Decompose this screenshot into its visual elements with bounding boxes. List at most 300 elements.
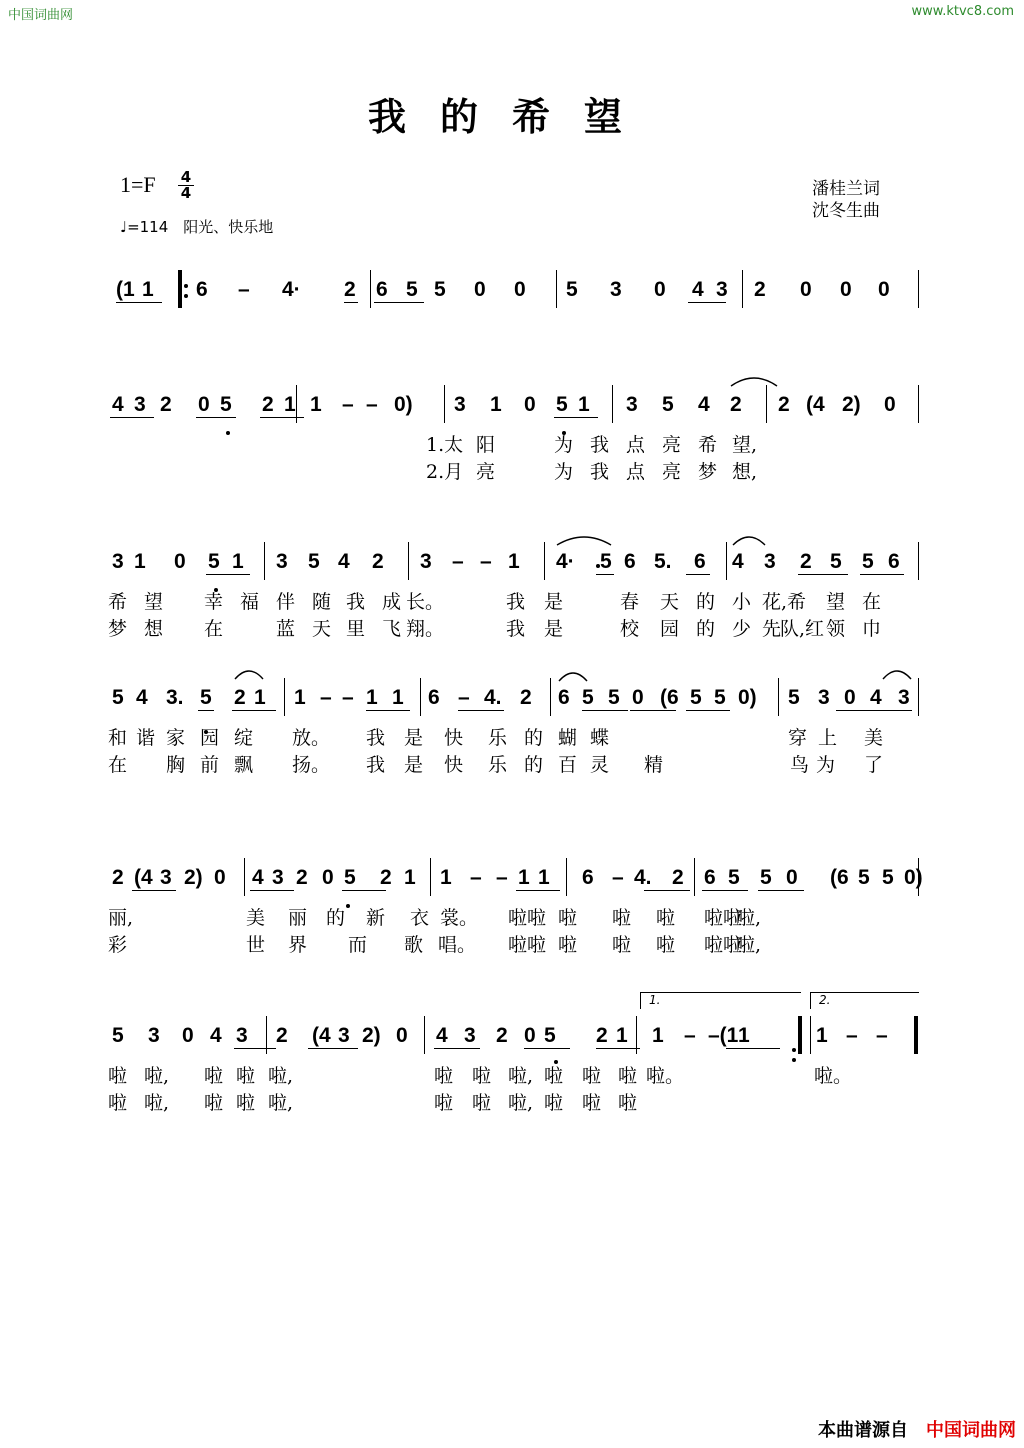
barline bbox=[766, 385, 767, 423]
beam-underline bbox=[366, 710, 410, 711]
song-title: 我的希望 bbox=[367, 94, 656, 139]
lyric-word: 唱。 bbox=[438, 934, 477, 956]
note: (4 bbox=[312, 1024, 331, 1047]
slur-path bbox=[731, 378, 777, 386]
lyric-word: 亮 bbox=[662, 461, 682, 483]
beam-underline bbox=[132, 890, 176, 891]
lyricist-credit: 潘桂兰词 bbox=[812, 179, 880, 198]
note: 3 bbox=[818, 686, 830, 709]
note: – bbox=[366, 393, 378, 416]
note: 3 bbox=[898, 686, 910, 709]
note: 5 bbox=[600, 550, 612, 573]
note: 1 bbox=[404, 866, 416, 889]
lyric-word: 飘 bbox=[234, 754, 254, 776]
note: 5. bbox=[654, 550, 672, 573]
lyric-word: 的 bbox=[696, 591, 716, 613]
watermark-right: www.ktvc8.com bbox=[911, 4, 1014, 19]
lyric-word: 里 bbox=[346, 618, 366, 640]
note: 3 bbox=[626, 393, 638, 416]
note: 4 bbox=[436, 1024, 448, 1047]
lyric-word: 花,希 bbox=[762, 591, 807, 613]
beam-underline bbox=[702, 890, 748, 891]
note: 5 bbox=[556, 393, 568, 416]
lyric-word: 校 bbox=[620, 618, 640, 640]
beam-underline bbox=[232, 710, 276, 711]
lyric-word: 快 bbox=[444, 727, 464, 749]
note: (4 bbox=[806, 393, 825, 416]
note: 5 bbox=[308, 550, 320, 573]
slur-path bbox=[557, 537, 611, 545]
note: 6 bbox=[376, 278, 388, 301]
octave-dot bbox=[792, 1048, 796, 1052]
note: 4 bbox=[870, 686, 882, 709]
note: 0) bbox=[394, 393, 413, 416]
note: 6 bbox=[582, 866, 594, 889]
note: 5 bbox=[862, 550, 874, 573]
barline bbox=[918, 270, 919, 308]
note: 0) bbox=[904, 866, 923, 889]
note: 3 bbox=[112, 550, 124, 573]
footer-source: 本曲谱源自 bbox=[818, 1420, 908, 1441]
barline bbox=[918, 678, 919, 716]
beam-underline bbox=[516, 890, 560, 891]
barline bbox=[550, 678, 551, 716]
lyric-word: 啦, bbox=[144, 1065, 170, 1087]
lyric-word: 福 bbox=[240, 591, 260, 613]
beam-underline bbox=[196, 417, 236, 418]
note: 3 bbox=[338, 1024, 350, 1047]
note: 0 bbox=[786, 866, 798, 889]
note: 2 bbox=[730, 393, 742, 416]
note: 5 bbox=[858, 866, 870, 889]
note: – bbox=[480, 550, 492, 573]
lyric-word: 啦 bbox=[544, 1092, 564, 1114]
lyric-word: 精 bbox=[644, 754, 664, 776]
lyric-word: 啦啦 bbox=[508, 934, 547, 956]
lyric-word: 和 bbox=[108, 727, 128, 749]
time-signature-top: 4 bbox=[180, 168, 192, 186]
barline bbox=[424, 1016, 425, 1054]
note: 2 bbox=[380, 866, 392, 889]
lyric-word: 放。 bbox=[292, 727, 331, 749]
lyric-word: 乐 bbox=[488, 754, 508, 776]
lyric-word: 望 bbox=[826, 591, 846, 613]
lyric-word: 望 bbox=[144, 591, 164, 613]
lyric-word: 啦 bbox=[544, 1065, 564, 1087]
lyric-word: 亮 bbox=[662, 434, 682, 456]
barline bbox=[444, 385, 445, 423]
note: (6 bbox=[830, 866, 849, 889]
key-signature: 1=F bbox=[120, 172, 156, 197]
note: 2 bbox=[112, 866, 124, 889]
barline bbox=[798, 1016, 802, 1054]
lyric-word: 上 bbox=[818, 727, 838, 749]
beam-underline bbox=[686, 710, 730, 711]
note: 0 bbox=[632, 686, 644, 709]
volta-label: 2. bbox=[819, 993, 831, 1007]
note: 6 bbox=[196, 278, 208, 301]
lyric-word: 美 bbox=[246, 907, 266, 929]
lyric-word: 啦 bbox=[236, 1092, 256, 1114]
note: 0 bbox=[198, 393, 210, 416]
note: 1 bbox=[366, 686, 378, 709]
lyric-word: 小 bbox=[732, 591, 752, 613]
note: 5 bbox=[690, 686, 702, 709]
lyric-word: 翔。 bbox=[406, 618, 445, 640]
note: 4· bbox=[556, 550, 575, 573]
lyric-word: 丽 bbox=[288, 907, 308, 929]
beam-underline bbox=[726, 1048, 780, 1049]
barline bbox=[566, 858, 567, 896]
note: 3 bbox=[148, 1024, 160, 1047]
lyric-word: 梦 bbox=[108, 618, 128, 640]
beam-underline bbox=[644, 890, 690, 891]
lyric-word: 啦 bbox=[618, 1065, 638, 1087]
lyric-word: 啦 bbox=[434, 1092, 454, 1114]
lyric-word: 啦 bbox=[618, 1092, 638, 1114]
note: 2) bbox=[842, 393, 861, 416]
note: 5 bbox=[830, 550, 842, 573]
note: 3 bbox=[134, 393, 146, 416]
beam-underline bbox=[342, 890, 386, 891]
lyric-word: 阳 bbox=[476, 434, 496, 456]
beam-underline bbox=[458, 710, 504, 711]
note: 0 bbox=[182, 1024, 194, 1047]
beam-underline bbox=[836, 710, 912, 711]
lyric-word: 胸 bbox=[166, 754, 186, 776]
note: 5 bbox=[566, 278, 578, 301]
note: 1 bbox=[518, 866, 530, 889]
note: 6 bbox=[558, 686, 570, 709]
lyric-word: 伴 bbox=[276, 591, 296, 613]
note: 2 bbox=[262, 393, 274, 416]
lyric-word: 园 bbox=[200, 727, 220, 749]
watermark-left: 中国词曲网 bbox=[8, 8, 74, 23]
note: 5 bbox=[582, 686, 594, 709]
note: – bbox=[846, 1024, 858, 1047]
lyric-word: 点 bbox=[626, 434, 646, 456]
beam-underline bbox=[198, 710, 214, 711]
lyric-word: 园 bbox=[660, 618, 680, 640]
note: 1 bbox=[134, 550, 146, 573]
note: 1 bbox=[738, 1024, 750, 1047]
barline bbox=[918, 542, 919, 580]
lyric-word: 飞 bbox=[382, 618, 402, 640]
lyric-word: 乐 bbox=[488, 727, 508, 749]
lyric-word: 啦, bbox=[736, 907, 762, 929]
note: 4 bbox=[692, 278, 704, 301]
note: 5 bbox=[112, 686, 124, 709]
note: 3 bbox=[610, 278, 622, 301]
footer-site[interactable]: 中国词曲网 bbox=[926, 1420, 1016, 1441]
note: – bbox=[458, 686, 470, 709]
beam-underline bbox=[206, 574, 250, 575]
lyric-word: 啦啦 bbox=[508, 907, 547, 929]
note: (6 bbox=[660, 686, 679, 709]
lyric-word: 天 bbox=[312, 618, 332, 640]
beam-underline bbox=[374, 302, 424, 303]
lyric-word: 点 bbox=[626, 461, 646, 483]
lyric-word: 的 bbox=[524, 754, 544, 776]
lyric-word: 啦 bbox=[612, 934, 632, 956]
note: – bbox=[496, 866, 508, 889]
note: 0 bbox=[514, 278, 526, 301]
note: 3 bbox=[160, 866, 172, 889]
lyric-word: 我 bbox=[366, 754, 386, 776]
barline bbox=[918, 858, 919, 896]
beam-underline bbox=[686, 574, 710, 575]
lyric-word: 扬。 bbox=[292, 754, 331, 776]
lyric-word: 了 bbox=[864, 754, 884, 776]
note: 4 bbox=[210, 1024, 222, 1047]
time-signature bbox=[178, 170, 194, 201]
lyrics-row-5-verse-2 bbox=[104, 931, 924, 959]
lyric-word: 春 bbox=[620, 591, 640, 613]
beam-underline bbox=[596, 574, 614, 575]
lyric-word: 衣 bbox=[410, 907, 430, 929]
note: 5 bbox=[728, 866, 740, 889]
lyric-word: 绽 bbox=[234, 727, 254, 749]
credits bbox=[812, 178, 880, 222]
lyric-word: 啦 bbox=[612, 907, 632, 929]
lyric-word: 啦, bbox=[268, 1092, 294, 1114]
note: 4 bbox=[338, 550, 350, 573]
lyric-word: 啦 bbox=[558, 934, 578, 956]
slur-path bbox=[733, 537, 765, 545]
lyric-word: 美 bbox=[864, 727, 884, 749]
beam-underline bbox=[308, 1048, 358, 1049]
note: 1 bbox=[816, 1024, 828, 1047]
repeat-dot bbox=[184, 284, 188, 288]
note: 0 bbox=[654, 278, 666, 301]
lyric-word: 是 bbox=[544, 591, 564, 613]
lyric-word: 啦 bbox=[236, 1065, 256, 1087]
note: 0 bbox=[524, 393, 536, 416]
lyric-word: 啦, bbox=[508, 1092, 534, 1114]
beam-underline bbox=[110, 417, 154, 418]
lyric-word: 想 bbox=[144, 618, 164, 640]
lyric-word: 希 bbox=[108, 591, 128, 613]
note: 3 bbox=[716, 278, 728, 301]
note: 4 bbox=[732, 550, 744, 573]
lyric-word: 的 bbox=[524, 727, 544, 749]
note: 2 bbox=[344, 278, 356, 301]
note: 0 bbox=[474, 278, 486, 301]
barline bbox=[284, 678, 285, 716]
lyric-word: 啦, bbox=[736, 934, 762, 956]
note: 4· bbox=[282, 278, 301, 301]
lyric-word: 世 bbox=[246, 934, 266, 956]
slur-arc bbox=[730, 373, 778, 387]
lyric-word: 啦 bbox=[582, 1065, 602, 1087]
time-signature-bottom: 4 bbox=[178, 185, 194, 201]
note: 1 bbox=[508, 550, 520, 573]
lyric-word: 啦 bbox=[472, 1065, 492, 1087]
lyric-word: 灵 bbox=[590, 754, 610, 776]
lyric-word: 啦 bbox=[108, 1065, 128, 1087]
lyric-word: 啦, bbox=[144, 1092, 170, 1114]
lyrics-row-6-verse-2 bbox=[104, 1089, 924, 1117]
lyric-word: 亮 bbox=[476, 461, 496, 483]
slur-arc bbox=[882, 666, 912, 680]
barline bbox=[742, 270, 743, 308]
note: – bbox=[320, 686, 332, 709]
lyric-word: 少 bbox=[732, 618, 752, 640]
note: 0 bbox=[884, 393, 896, 416]
note: 5 bbox=[714, 686, 726, 709]
lyric-word: 巾 bbox=[862, 618, 882, 640]
lyrics-row-2-verse-2 bbox=[104, 458, 924, 486]
note: 5 bbox=[208, 550, 220, 573]
beam-underline bbox=[234, 1048, 276, 1049]
note: 5 bbox=[760, 866, 772, 889]
note: 2 bbox=[754, 278, 766, 301]
lyric-word: 是 bbox=[404, 754, 424, 776]
note: 0 bbox=[214, 866, 226, 889]
lyric-word: 为 bbox=[816, 754, 836, 776]
note: 3 bbox=[464, 1024, 476, 1047]
note: 2 bbox=[496, 1024, 508, 1047]
lyric-word: 我 bbox=[590, 461, 610, 483]
slur-arc bbox=[556, 532, 612, 546]
lyric-word: 成 bbox=[382, 591, 402, 613]
beam-underline bbox=[260, 417, 304, 418]
barline bbox=[778, 678, 779, 716]
beam-underline bbox=[582, 710, 628, 711]
note: – bbox=[342, 686, 354, 709]
beam-underline bbox=[524, 1048, 570, 1049]
note: 2 bbox=[778, 393, 790, 416]
lyric-word: 啦, bbox=[508, 1065, 534, 1087]
beam-underline bbox=[798, 574, 848, 575]
lyric-word: 裳。 bbox=[440, 907, 479, 929]
note: 0 bbox=[396, 1024, 408, 1047]
lyric-word: 我 bbox=[366, 727, 386, 749]
note: 6 bbox=[704, 866, 716, 889]
lyric-word: 1.太 bbox=[426, 434, 464, 456]
note: (4 bbox=[134, 866, 153, 889]
lyric-word: 啦, bbox=[268, 1065, 294, 1087]
beam-underline bbox=[596, 1048, 640, 1049]
lyric-word: 的 bbox=[696, 618, 716, 640]
lyric-word: 啦。 bbox=[646, 1065, 685, 1087]
lyric-word: 前 bbox=[200, 754, 220, 776]
note: – bbox=[684, 1024, 696, 1047]
lyric-word: 随 bbox=[312, 591, 332, 613]
lyric-word: 天 bbox=[660, 591, 680, 613]
lyric-word: 是 bbox=[404, 727, 424, 749]
barline bbox=[420, 678, 421, 716]
note: 2 bbox=[234, 686, 246, 709]
lyric-word: 我 bbox=[506, 618, 526, 640]
note: 3 bbox=[236, 1024, 248, 1047]
note: 2 bbox=[596, 1024, 608, 1047]
lyric-word: 啦 bbox=[434, 1065, 454, 1087]
lyric-word: 2.月 bbox=[426, 461, 464, 483]
note: 1 bbox=[284, 393, 296, 416]
lyric-word: 啦 bbox=[558, 907, 578, 929]
lyric-word: 为 bbox=[554, 461, 574, 483]
lyric-word: 快 bbox=[444, 754, 464, 776]
note: 6 bbox=[888, 550, 900, 573]
lyric-word: 队,红 bbox=[780, 618, 825, 640]
lyric-word: 丽, bbox=[108, 907, 134, 929]
slur-arc bbox=[234, 666, 264, 680]
volta-bracket-second bbox=[810, 992, 919, 1009]
beam-underline bbox=[250, 890, 294, 891]
lyric-word: 蝴 bbox=[558, 727, 578, 749]
slur-arc bbox=[732, 532, 766, 546]
barline bbox=[918, 385, 919, 423]
barline bbox=[178, 270, 182, 308]
note: 2 bbox=[520, 686, 532, 709]
lyric-word: 而 bbox=[348, 934, 368, 956]
lyric-word: 啦 bbox=[656, 934, 676, 956]
lyric-word: 谐 bbox=[136, 727, 156, 749]
lyric-word: 我 bbox=[590, 434, 610, 456]
beam-underline bbox=[688, 302, 726, 303]
barline bbox=[726, 542, 727, 580]
note: 4 bbox=[112, 393, 124, 416]
lyric-word: 啦。 bbox=[814, 1065, 853, 1087]
octave-dot bbox=[596, 564, 600, 568]
barline bbox=[430, 858, 431, 896]
slur-arc bbox=[558, 668, 588, 682]
note: 2 bbox=[296, 866, 308, 889]
lyric-word: 穿 bbox=[788, 727, 808, 749]
barline bbox=[408, 542, 409, 580]
note: 1 bbox=[232, 550, 244, 573]
note: 6 bbox=[624, 550, 636, 573]
slur-path bbox=[883, 671, 911, 679]
lyric-word: 啦啦 bbox=[704, 907, 743, 929]
beam-underline bbox=[116, 302, 162, 303]
note: – bbox=[342, 393, 354, 416]
notation-row-5 bbox=[104, 856, 924, 900]
note: 1 bbox=[254, 686, 266, 709]
lyric-word: 领 bbox=[826, 618, 846, 640]
note: 5 bbox=[882, 866, 894, 889]
barline bbox=[694, 858, 695, 896]
note: 2) bbox=[184, 866, 203, 889]
note: 3 bbox=[420, 550, 432, 573]
note: 6 bbox=[694, 550, 706, 573]
lyrics-row-3-verse-1 bbox=[104, 588, 924, 616]
volta-bracket-first bbox=[640, 992, 801, 1009]
note: 2 bbox=[276, 1024, 288, 1047]
note: 3 bbox=[764, 550, 776, 573]
note: 1 bbox=[616, 1024, 628, 1047]
note: 0 bbox=[322, 866, 334, 889]
note: 4 bbox=[698, 393, 710, 416]
notation-row-3 bbox=[104, 540, 924, 584]
lyric-word: 界 bbox=[288, 934, 308, 956]
barline bbox=[544, 542, 545, 580]
barline bbox=[612, 385, 613, 423]
lyric-word: 望, bbox=[732, 434, 758, 456]
note: 1 bbox=[652, 1024, 664, 1047]
note: 3 bbox=[276, 550, 288, 573]
lyric-word: 啦 bbox=[582, 1092, 602, 1114]
lyric-word: 家 bbox=[166, 727, 186, 749]
lyrics-row-3-verse-2 bbox=[104, 615, 924, 643]
slur-path bbox=[235, 671, 263, 679]
note: 4 bbox=[136, 686, 148, 709]
note: 2 bbox=[672, 866, 684, 889]
beam-underline bbox=[630, 710, 676, 711]
lyric-word: 我 bbox=[346, 591, 366, 613]
barline bbox=[244, 858, 245, 896]
